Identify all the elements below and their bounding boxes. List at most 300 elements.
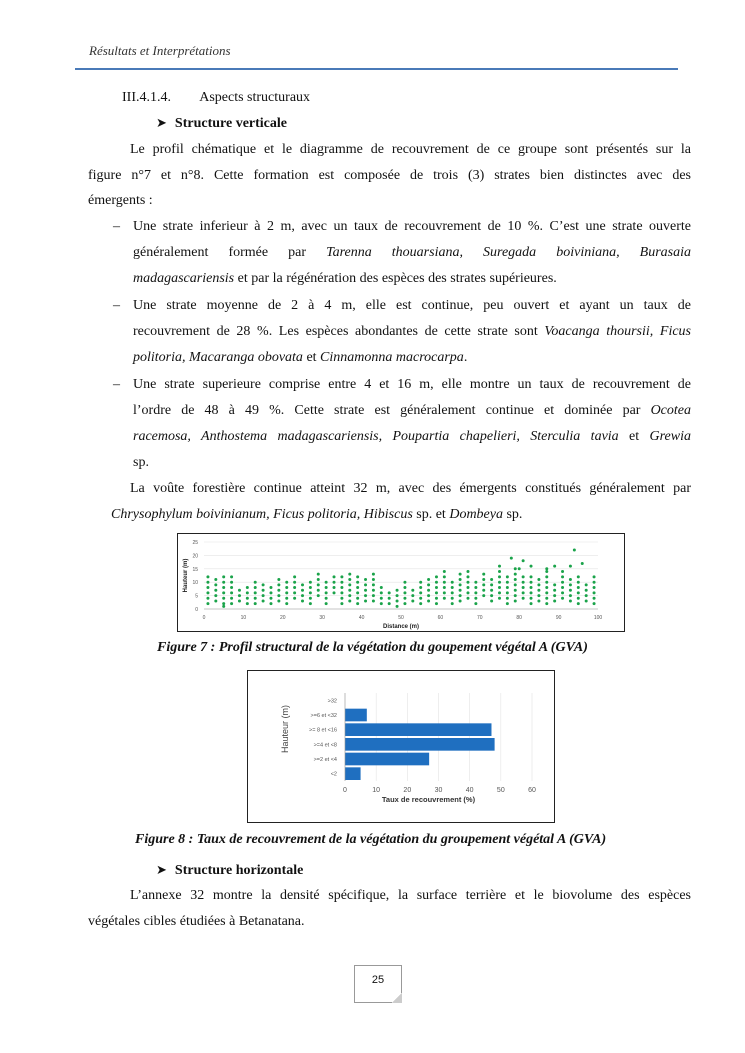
scatter-point — [340, 586, 343, 589]
scatter-point — [561, 591, 564, 594]
scatter-point — [262, 589, 265, 592]
category-label: >= 8 et <16 — [309, 727, 337, 734]
scatter-point — [561, 597, 564, 600]
y-tick-label: 10 — [192, 580, 198, 587]
scatter-point — [356, 602, 359, 605]
page-fold — [392, 993, 402, 1003]
figure7-caption: Figure 7 : Profil structural de la végétation du goupement végétal A (GVA) — [157, 640, 588, 655]
scatter-point — [435, 597, 438, 600]
bullet-line: madagascariensis et par la régénération des espèces des strates supérieures. — [133, 271, 557, 286]
scatter-point — [514, 578, 517, 581]
scatter-point — [356, 597, 359, 600]
scatter-point — [490, 583, 493, 586]
scatter-point — [569, 565, 572, 568]
y-tick-label: 0 — [195, 607, 198, 613]
scatter-point — [222, 602, 225, 605]
x-tick-label: 30 — [434, 787, 443, 794]
scatter-point — [325, 591, 328, 594]
scatter-point — [569, 589, 572, 592]
scatter-point — [333, 575, 336, 578]
scatter-point — [214, 578, 217, 581]
scatter-point — [522, 597, 525, 600]
scatter-point — [553, 589, 556, 592]
scatter-point — [285, 586, 288, 589]
scatter-point — [573, 549, 576, 552]
scatter-point — [317, 573, 320, 576]
x-tick-label: 50 — [496, 787, 505, 794]
scatter-point — [317, 578, 320, 581]
scatter-point — [254, 586, 257, 589]
scatter-point — [443, 575, 446, 578]
scatter-point — [482, 594, 485, 597]
bar — [345, 753, 429, 766]
scatter-point — [585, 583, 588, 586]
scatter-point — [222, 586, 225, 589]
horizontal-heading-text: Structure horizontale — [174, 863, 304, 878]
scatter-point — [411, 599, 414, 602]
scatter-point — [214, 594, 217, 597]
scatter-point — [277, 583, 280, 586]
scatter-point — [214, 589, 217, 592]
section-number: III.4.1.4. — [122, 90, 171, 105]
scatter-point — [277, 589, 280, 592]
scatter-point — [561, 586, 564, 589]
scatter-point — [340, 581, 343, 584]
bar — [345, 738, 495, 751]
scatter-point — [435, 581, 438, 584]
vertical-heading — [156, 115, 287, 132]
scatter-point — [230, 586, 233, 589]
scatter-point — [435, 586, 438, 589]
bar — [345, 723, 491, 736]
scatter-point — [262, 583, 265, 586]
scatter-point — [435, 575, 438, 578]
scatter-point — [246, 597, 249, 600]
scatter-point — [309, 586, 312, 589]
scatter-point — [254, 597, 257, 600]
scatter-point — [309, 602, 312, 605]
scatter-point — [230, 575, 233, 578]
figure8-bar-chart — [248, 671, 554, 822]
x-tick-label: 70 — [477, 615, 483, 621]
paragraph-line: Le profil chématique et le diagramme de recouvrement de ce groupe sont présentés sur la — [130, 142, 691, 157]
bullet-line: politoria, Macaranga obovata et Cinnamonna macrocarpa. — [133, 350, 468, 365]
bullet-line: Une strate moyenne de 2 à 4 m, elle est continue, peu ouvert et ayant un taux de — [133, 298, 691, 313]
x-tick-label: 50 — [398, 615, 404, 621]
scatter-point — [222, 575, 225, 578]
scatter-point — [490, 578, 493, 581]
scatter-point — [593, 575, 596, 578]
scatter-point — [427, 594, 430, 597]
scatter-point — [506, 581, 509, 584]
scatter-point — [498, 575, 501, 578]
scatter-point — [254, 591, 257, 594]
scatter-point — [490, 599, 493, 602]
scatter-point — [419, 602, 422, 605]
scatter-point — [419, 591, 422, 594]
scatter-point — [498, 581, 501, 584]
scatter-point — [577, 591, 580, 594]
bullet-line: Une strate inferieur à 2 m, avec un taux de recouvrement de 10 %. C’est une strate ouverte — [133, 219, 691, 234]
paragraph-line: La voûte forestière continue atteint 32 m, avec des émergents constitués généralement par — [130, 481, 691, 496]
scatter-point — [506, 575, 509, 578]
paragraph-line: végétales cibles étudiées à Betanatana. — [88, 914, 305, 929]
y-tick-label: 15 — [192, 566, 198, 573]
scatter-point — [372, 594, 375, 597]
scatter-point — [388, 591, 391, 594]
scatter-point — [372, 589, 375, 592]
scatter-point — [238, 594, 241, 597]
scatter-point — [545, 591, 548, 594]
scatter-point — [561, 581, 564, 584]
scatter-point — [317, 589, 320, 592]
x-tick-label: 0 — [343, 787, 347, 794]
category-label: >=6 et <32 — [310, 713, 337, 719]
scatter-point — [206, 575, 209, 578]
scatter-point — [459, 594, 462, 597]
scatter-point — [451, 597, 454, 600]
scatter-point — [474, 597, 477, 600]
scatter-point — [230, 597, 233, 600]
scatter-point — [577, 602, 580, 605]
scatter-point — [262, 594, 265, 597]
scatter-point — [356, 586, 359, 589]
scatter-point — [364, 589, 367, 592]
scatter-point — [585, 589, 588, 592]
scatter-point — [254, 602, 257, 605]
scatter-point — [561, 570, 564, 573]
scatter-point — [380, 602, 383, 605]
scatter-point — [285, 602, 288, 605]
scatter-point — [238, 599, 241, 602]
scatter-point — [577, 581, 580, 584]
y-axis-label: Hauteur (m) — [280, 704, 290, 754]
scatter-point — [254, 581, 257, 584]
scatter-point — [348, 578, 351, 581]
scatter-point — [545, 581, 548, 584]
scatter-point — [301, 594, 304, 597]
scatter-point — [277, 594, 280, 597]
x-tick-label: 100 — [593, 615, 603, 621]
scatter-point — [246, 586, 249, 589]
y-tick-label: 5 — [195, 593, 198, 600]
scatter-point — [325, 597, 328, 600]
scatter-point — [443, 586, 446, 589]
scatter-point — [340, 575, 343, 578]
scatter-point — [545, 575, 548, 578]
bullet-line: généralement formée par Tarenna thouarsiana, Suregada boiviniana, Burasaia — [133, 245, 691, 260]
scatter-point — [569, 578, 572, 581]
running-header: Résultats et Interprétations — [89, 43, 231, 58]
scatter-point — [238, 589, 241, 592]
scatter-point — [553, 583, 556, 586]
scatter-point — [474, 591, 477, 594]
scatter-point — [222, 581, 225, 584]
scatter-point — [474, 602, 477, 605]
scatter-point — [537, 578, 540, 581]
scatter-point — [498, 570, 501, 573]
scatter-point — [593, 602, 596, 605]
scatter-point — [435, 591, 438, 594]
scatter-point — [451, 581, 454, 584]
scatter-point — [411, 594, 414, 597]
section-heading — [122, 90, 310, 106]
scatter-point — [388, 602, 391, 605]
x-tick-label: 10 — [240, 615, 247, 621]
scatter-point — [522, 581, 525, 584]
figure8-frame — [247, 670, 555, 823]
scatter-point — [285, 597, 288, 600]
scatter-point — [553, 565, 556, 568]
scatter-point — [333, 586, 336, 589]
scatter-point — [498, 591, 501, 594]
scatter-point — [333, 591, 336, 594]
scatter-point — [277, 578, 280, 581]
scatter-point — [340, 602, 343, 605]
scatter-point — [340, 591, 343, 594]
scatter-point — [593, 581, 596, 584]
scatter-point — [411, 589, 414, 592]
scatter-point — [443, 581, 446, 584]
category-label: >=2 et <4 — [313, 757, 337, 763]
paragraph-line: Chrysophylum boivinianum, Ficus politoria, Hibiscus sp. et Dombeya sp. — [111, 507, 523, 522]
scatter-point — [537, 599, 540, 602]
scatter-point — [466, 581, 469, 584]
bullet-line: l’ordre de 48 à 49 %. Cette strate est généralement continue et dominée par Ocotea — [133, 403, 691, 418]
scatter-point — [419, 581, 422, 584]
scatter-point — [459, 599, 462, 602]
scatter-point — [474, 581, 477, 584]
scatter-point — [443, 570, 446, 573]
y-axis-label: Hauteur (m) — [183, 558, 189, 593]
scatter-point — [482, 578, 485, 581]
x-tick-label: 60 — [437, 615, 444, 621]
scatter-point — [403, 597, 406, 600]
scatter-point — [569, 583, 572, 586]
scatter-point — [474, 586, 477, 589]
scatter-point — [545, 567, 548, 570]
scatter-point — [396, 589, 399, 592]
scatter-point — [222, 605, 225, 608]
scatter-point — [403, 591, 406, 594]
scatter-point — [510, 557, 513, 560]
x-tick-label: 10 — [372, 787, 381, 794]
scatter-point — [522, 586, 525, 589]
scatter-point — [585, 594, 588, 597]
scatter-point — [522, 591, 525, 594]
scatter-point — [522, 559, 525, 562]
vertical-heading-text: Structure verticale — [174, 116, 287, 131]
scatter-point — [459, 573, 462, 576]
category-label: >=4 et <8 — [313, 742, 337, 749]
scatter-point — [466, 591, 469, 594]
scatter-point — [403, 581, 406, 584]
scatter-point — [545, 586, 548, 589]
arrow-bullet-icon: ➤ — [156, 862, 167, 877]
scatter-point — [372, 599, 375, 602]
scatter-point — [427, 589, 430, 592]
scatter-point — [490, 589, 493, 592]
figure7-scatter-chart — [178, 534, 624, 631]
scatter-point — [466, 570, 469, 573]
scatter-point — [364, 583, 367, 586]
scatter-point — [340, 597, 343, 600]
page-number: 25 — [371, 974, 385, 986]
bullet-line: recouvrement de 28 %. Les espèces abondantes de cette strate sont Voacanga thoursii, Ficus — [133, 324, 691, 339]
scatter-point — [269, 586, 272, 589]
dash-bullet-icon: – — [113, 298, 120, 313]
scatter-point — [317, 594, 320, 597]
scatter-point — [581, 562, 584, 565]
scatter-point — [537, 594, 540, 597]
figure8-caption: Figure 8 : Taux de recouvrement de la végétation du groupement végétal A (GVA) — [135, 832, 607, 847]
scatter-point — [380, 591, 383, 594]
scatter-point — [214, 583, 217, 586]
section-title: Aspects structuraux — [199, 90, 311, 105]
scatter-point — [325, 602, 328, 605]
x-tick-label: 40 — [465, 787, 474, 794]
scatter-point — [514, 573, 517, 576]
figure7-frame — [177, 533, 625, 632]
scatter-point — [246, 602, 249, 605]
scatter-point — [356, 575, 359, 578]
x-tick-label: 0 — [202, 615, 206, 621]
scatter-point — [388, 597, 391, 600]
x-tick-label: 60 — [528, 787, 536, 794]
scatter-point — [309, 597, 312, 600]
scatter-point — [459, 589, 462, 592]
scatter-point — [419, 597, 422, 600]
scatter-point — [206, 591, 209, 594]
scatter-point — [482, 583, 485, 586]
scatter-point — [230, 581, 233, 584]
scatter-point — [293, 586, 296, 589]
category-label: <2 — [330, 771, 337, 778]
scatter-point — [435, 602, 438, 605]
scatter-point — [262, 599, 265, 602]
horizontal-heading — [156, 862, 303, 879]
scatter-point — [451, 591, 454, 594]
scatter-point — [301, 599, 304, 602]
scatter-point — [514, 567, 517, 570]
scatter-point — [451, 602, 454, 605]
scatter-point — [530, 575, 533, 578]
scatter-point — [277, 599, 280, 602]
scatter-point — [348, 599, 351, 602]
scatter-point — [269, 597, 272, 600]
scatter-point — [514, 583, 517, 586]
bar — [345, 767, 361, 780]
scatter-point — [372, 583, 375, 586]
x-tick-label: 90 — [555, 615, 562, 621]
scatter-point — [427, 583, 430, 586]
scatter-point — [380, 586, 383, 589]
scatter-point — [246, 591, 249, 594]
scatter-point — [530, 586, 533, 589]
scatter-point — [569, 594, 572, 597]
scatter-point — [577, 575, 580, 578]
scatter-point — [206, 597, 209, 600]
scatter-point — [356, 591, 359, 594]
scatter-point — [553, 594, 556, 597]
scatter-point — [490, 594, 493, 597]
scatter-point — [230, 602, 233, 605]
x-axis-label: Distance (m) — [382, 624, 420, 630]
scatter-point — [348, 573, 351, 576]
bullet-line: racemosa, Anthostema madagascariensis, Poupartia chapelieri, Sterculia tavia et Grewia — [133, 429, 691, 444]
scatter-point — [372, 578, 375, 581]
paragraph-line: émergents : — [88, 193, 153, 208]
x-tick-label: 80 — [516, 615, 522, 621]
scatter-point — [514, 594, 517, 597]
scatter-point — [514, 599, 517, 602]
scatter-point — [530, 581, 533, 584]
scatter-point — [269, 602, 272, 605]
scatter-point — [545, 597, 548, 600]
scatter-point — [285, 591, 288, 594]
scatter-point — [577, 597, 580, 600]
scatter-point — [419, 586, 422, 589]
scatter-point — [396, 594, 399, 597]
scatter-point — [364, 599, 367, 602]
scatter-point — [451, 586, 454, 589]
x-tick-label: 30 — [319, 615, 325, 621]
scatter-point — [506, 597, 509, 600]
dash-bullet-icon: – — [113, 377, 120, 392]
scatter-point — [466, 575, 469, 578]
scatter-point — [301, 583, 304, 586]
scatter-point — [506, 586, 509, 589]
header-rule — [75, 68, 678, 70]
scatter-point — [537, 589, 540, 592]
scatter-point — [325, 586, 328, 589]
y-tick-label: 25 — [192, 540, 198, 546]
scatter-point — [530, 602, 533, 605]
scatter-point — [396, 599, 399, 602]
scatter-point — [498, 597, 501, 600]
scatter-point — [214, 599, 217, 602]
x-axis-label: Taux de recouvrement (%) — [381, 795, 476, 804]
scatter-point — [506, 591, 509, 594]
scatter-point — [309, 581, 312, 584]
x-tick-label: 40 — [358, 615, 365, 621]
arrow-bullet-icon: ➤ — [156, 115, 167, 130]
scatter-point — [293, 597, 296, 600]
scatter-point — [443, 597, 446, 600]
scatter-point — [427, 599, 430, 602]
scatter-point — [530, 597, 533, 600]
scatter-point — [427, 578, 430, 581]
scatter-point — [348, 594, 351, 597]
scatter-point — [593, 586, 596, 589]
scatter-point — [293, 591, 296, 594]
scatter-point — [498, 586, 501, 589]
category-label: >32 — [327, 698, 337, 705]
scatter-point — [364, 594, 367, 597]
scatter-point — [561, 575, 564, 578]
scatter-point — [506, 602, 509, 605]
bullet-line: sp. — [133, 455, 149, 470]
scatter-point — [530, 565, 533, 568]
scatter-point — [269, 591, 272, 594]
scatter-point — [466, 586, 469, 589]
scatter-point — [325, 581, 328, 584]
scatter-point — [293, 575, 296, 578]
scatter-point — [459, 583, 462, 586]
scatter-point — [403, 602, 406, 605]
scatter-point — [333, 581, 336, 584]
scatter-point — [206, 602, 209, 605]
